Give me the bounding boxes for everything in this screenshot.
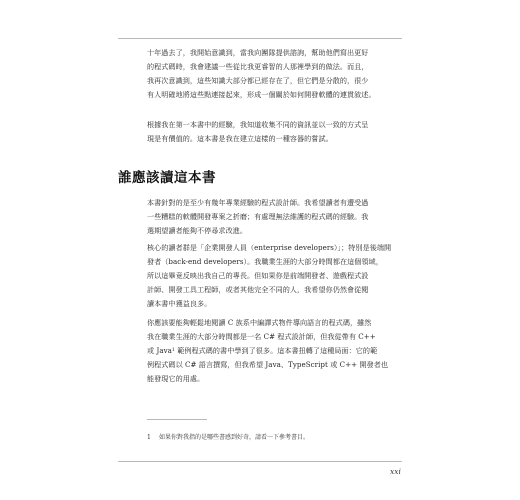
body-paragraph-1 (147, 196, 401, 238)
text-line: 一些糟糕的軟體開發專案之折磨；有處理無法維護的程式碼的經驗。我 (147, 212, 369, 221)
text-line: 我在職業生涯的大部分時間都是一名 C# 程式設計師，但我從帶有 C++ (147, 332, 376, 341)
body-paragraph-2 (147, 241, 401, 311)
text-line: 你應該要能夠輕鬆地閱讀 C 族系中編譯式物件導向語言的程式碼，雖然 (147, 318, 372, 327)
text-line: 有人明確地將這些點連接起來，形成一個關於如何開發軟體的連貫敘述。 (147, 90, 376, 99)
text-line: 讀本書中獲益良多。 (147, 299, 212, 308)
text-line (147, 344, 401, 358)
text-line: 能發現它的用處。 (147, 374, 205, 383)
text-line: 發者（back-end developers）。我職業生涯的大部分時間都在這個領域， (147, 257, 383, 266)
intro-paragraph (147, 46, 401, 102)
footer-rule (118, 461, 402, 462)
text-line: 核心的讀者群是「企業開發人員（enterprise developers）」；特別是後端開 (147, 243, 392, 252)
text-line: 所以這畢竟反映出我自己的專長。但如果你是前端開發者、遊戲程式設 (147, 271, 369, 280)
page-number: xxi (390, 467, 401, 476)
text-line: 計師、開發工具工程師，或者其他完全不同的人，我希望你仍然會從閱 (147, 285, 369, 294)
body-paragraph-3 (147, 316, 401, 386)
footnote-number: 1 (147, 434, 151, 441)
intro-paragraph-2 (147, 118, 401, 146)
text-fragment: 或 Java (147, 346, 172, 355)
section-heading: 誰應該讀這本書 (118, 170, 216, 186)
text-line: 十年過去了，我開始意識到，當我向團隊提供諮詢，幫助他們寫出更好 (147, 48, 369, 57)
text-line: 的程式碼時，我會建議一些從比我更睿智的人那裡學到的做法。而且， (147, 62, 369, 71)
footnote-reference[interactable]: 1 (171, 348, 175, 353)
text-line: 本書針對的是至少有幾年專業經驗的程式設計師。我希望讀者有遭受過 (147, 198, 369, 207)
text-line: 例程式碼以 C# 語言撰寫，但我希望 Java、TypeScript 或 C++ 開發者也 (147, 360, 389, 369)
text-line: 現是有價值的。這本書是我在建立這樣的一種容器的嘗試。 (147, 134, 333, 143)
footnote-text: 如果你對我指的是哪些書感到好奇，請看一下參考書目。 (159, 434, 310, 441)
footnote (147, 432, 309, 441)
text-line: 我再次意識到，這些知識大部分都已經存在了，但它們是分散的，很少 (147, 76, 369, 85)
text-fragment: 範例程式碼的書中學到了很多。這本書扭轉了這種局面：它的範 (174, 346, 378, 355)
header-rule (118, 38, 402, 39)
text-line: 根據我在第一本書中的經驗，我知道收集不同的資訊並以一致的方式呈 (147, 120, 369, 129)
text-line: 選期望讀者能夠不停尋求改進。 (147, 226, 248, 235)
footnote-rule (147, 419, 207, 420)
